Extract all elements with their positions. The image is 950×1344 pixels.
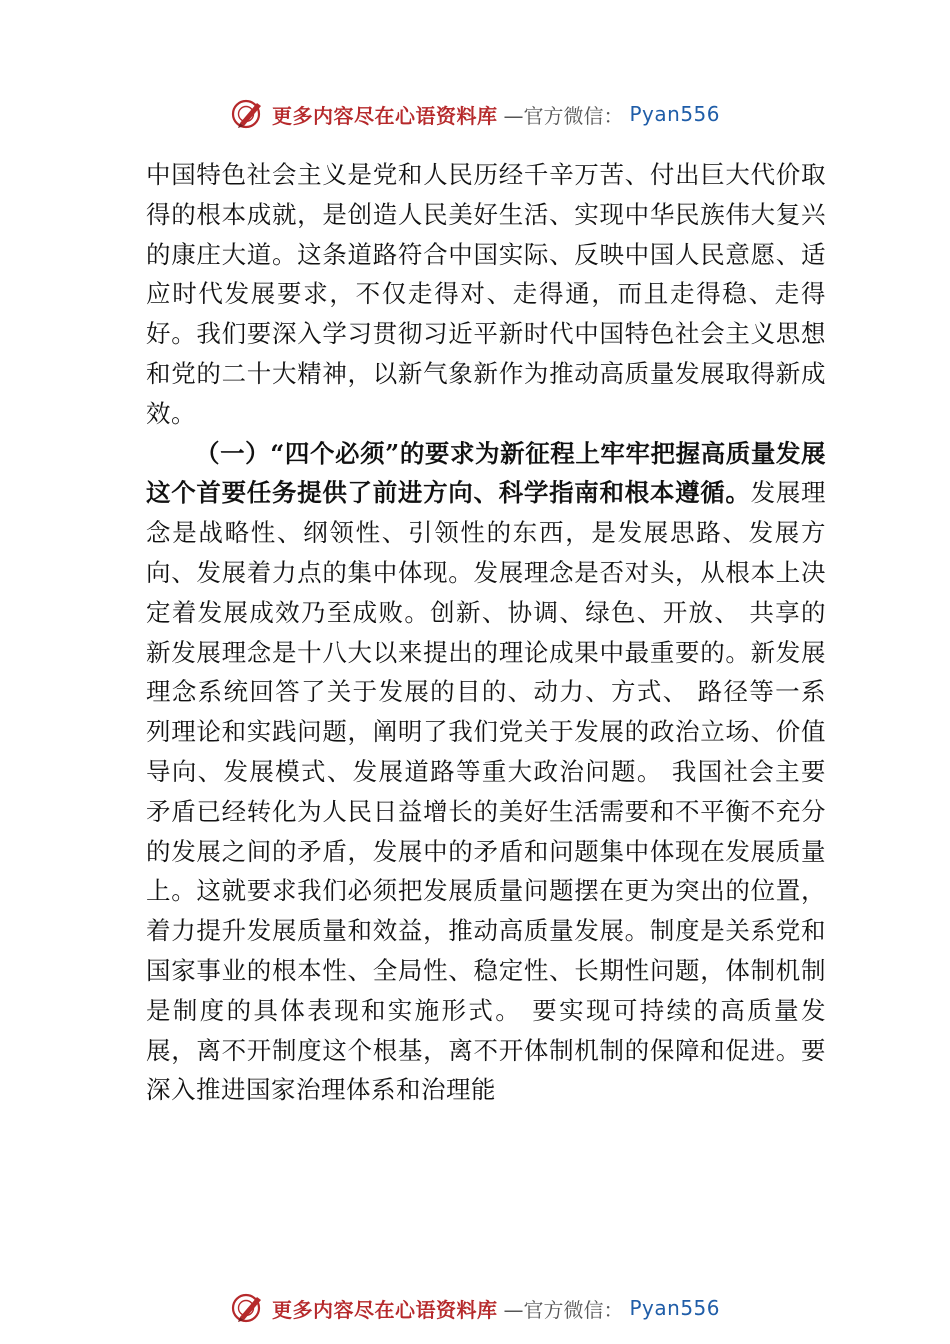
banner-wechat-id: Pyan556 [629,102,720,126]
paragraph-intro [146,155,826,434]
banner-site-text: 更多内容尽在心语资料库 [271,1297,498,1322]
header-watermark [0,94,950,134]
document-body [146,155,826,1110]
paragraph-section-one [146,434,826,1111]
section-one-text: 发展理念是战略性、纲领性、引领性的东西，是发展思路、发展方向、发展着力点的集中体现。发展理念是否对头，从根本上决定着发展成效乃至成败。创新、协调、绿色、开放、 共享的新发展理念是十八大以来提出的理论成果中最重要的。新发展理念系统回答了关于发展的目的、动力、方式、 路径等一系列理论和实践问题，阐明了我们党关于发展的政治立场、价值导向、发展模式、发展道路等重大政治问题。 我国社会主要矛盾已经转化为人民日益增长的美好生活需要和不平衡不充分的发展之间的矛盾，发展中的矛盾和问题集中体现在发展质量上。这就要求我们必须把发展质量问题摆在更为突出的位置，着力提升发展质量和效益，推动高质量发展。制度是关系党和国家事业的根本性、全局性、稳定性、长期性问题，体制机制是制度的具体表现和实施形式。 要实现可持续的高质量发展，离不开制度这个根基，离不开体制机制的保障和促进。要深入推进国家治理体系和治理能 [146,478,827,1105]
pen-logo-icon [230,1290,266,1326]
banner-wechat-id: Pyan556 [629,1296,720,1320]
banner-separator-text: —官方微信： [503,1297,624,1322]
banner-site-text: 更多内容尽在心语资料库 [271,103,498,128]
footer-watermark [0,1288,950,1328]
paragraph-intro-text: 中国特色社会主义是党和人民历经千辛万苦、付出巨大代价取得的根本成就，是创造人民美好生活、实现中华民族伟大复兴的康庄大道。这条道路符合中国实际、反映中国人民意愿、适应时代发展要求，不仅走得对、走得通，而且走得稳、走得好。我们要深入学习贯彻习近平新时代中国特色社会主义思想和党的二十大精神，以新气象新作为推动高质量发展取得新成效。 [146,160,826,428]
pen-logo-icon [230,96,266,132]
section-one-heading: （一）“四个必须”的要求为新征程上牢牢把握高质量发展这个首要任务提供了前进方向、科学指南和根本遵循。 [146,438,826,508]
banner-separator-text: —官方微信： [503,103,624,128]
